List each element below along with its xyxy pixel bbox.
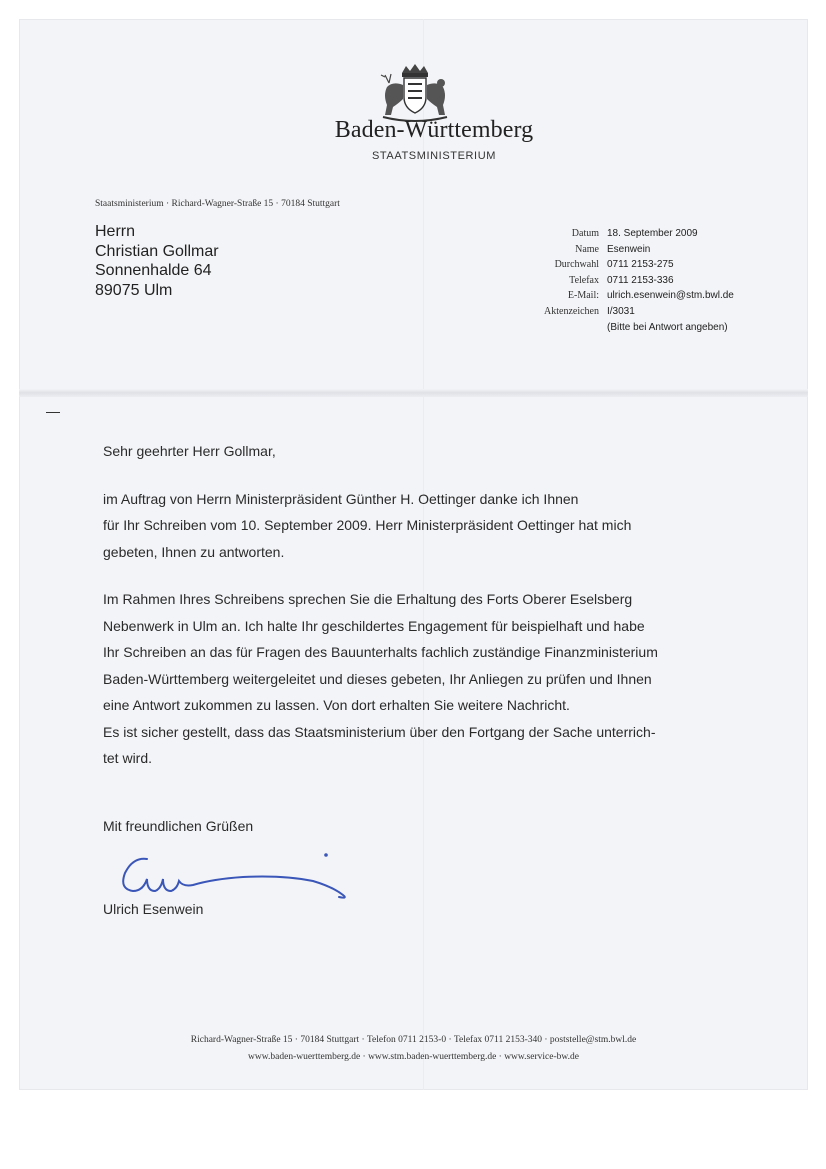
meta-row bbox=[489, 304, 734, 320]
signer-name: Ulrich Esenwein bbox=[103, 901, 204, 917]
text-line: Nebenwerk in Ulm an. Ich halte Ihr geschildertes Engagement für beispielhaft und habe bbox=[103, 617, 645, 634]
letter-salutation: Sehr geehrter Herr Gollmar, bbox=[103, 443, 276, 459]
text-line: eine Antwort zukommen zu lassen. Von dort erhalten Sie weitere Nachricht. bbox=[103, 697, 570, 713]
text-line: im Auftrag von Herrn Ministerpräsident Günther H. Oettinger danke ich Ihnen bbox=[103, 490, 579, 507]
letter-body bbox=[103, 438, 763, 772]
meta-row bbox=[489, 273, 734, 289]
meta-value: 0711 2153-275 bbox=[607, 259, 674, 271]
meta-value: 18. September 2009 bbox=[607, 228, 698, 239]
meta-row bbox=[489, 288, 734, 304]
reference-block bbox=[489, 226, 734, 335]
fold-mark bbox=[46, 412, 60, 413]
meta-row bbox=[489, 242, 734, 258]
recipient-address bbox=[95, 222, 219, 300]
meta-label: Durchwahl bbox=[554, 259, 599, 271]
text-line: Im Rahmen Ihres Schreibens sprechen Sie die Erhaltung des Forts Oberer Eselsberg bbox=[103, 591, 633, 607]
meta-value[interactable]: ulrich.esenwein@stm.bwl.de bbox=[607, 290, 734, 302]
recipient-name: Christian Gollmar bbox=[95, 242, 219, 260]
meta-row bbox=[489, 257, 734, 273]
sender-line: Staatsministerium · Richard-Wagner-Straße 15 · 70184 Stuttgart bbox=[95, 199, 340, 209]
paper-fold bbox=[19, 389, 808, 397]
footer-websites: www.baden-wuerttemberg.de · www.stm.baden-wuerttemberg.de · www.service-bw.de bbox=[248, 1052, 579, 1062]
text-line: gebeten, Ihnen zu antworten. bbox=[103, 543, 285, 560]
letter-page bbox=[19, 19, 808, 1090]
meta-row bbox=[489, 226, 734, 242]
state-name: Baden-Württemberg bbox=[334, 117, 534, 143]
recipient-salutation: Herrn bbox=[95, 223, 136, 240]
meta-value: 0711 2153-336 bbox=[607, 274, 674, 286]
text-line: Es ist sicher gestellt, dass das Staatsministerium über den Fortgang der Sache unterrich- bbox=[103, 723, 656, 740]
meta-label: Aktenzeichen bbox=[544, 305, 599, 317]
meta-label: Datum bbox=[571, 228, 599, 239]
recipient-city: 89075 Ulm bbox=[95, 281, 173, 299]
meta-value: I/3031 bbox=[607, 305, 635, 317]
recipient-street: Sonnenhalde 64 bbox=[95, 262, 212, 279]
meta-label: E-Mail: bbox=[567, 290, 599, 302]
text-line: Baden-Württemberg weitergeleitet und dieses gebeten, Ihr Anliegen zu prüfen und Ihnen bbox=[103, 670, 652, 687]
text-line: Ihr Schreiben an das für Fragen des Bauunterhalts fachlich zuständige Finanzministerium bbox=[103, 644, 658, 660]
ministry-name: STAATSMINISTERIUM bbox=[371, 150, 497, 162]
paragraph-1 bbox=[103, 486, 763, 566]
meta-value: (Bitte bei Antwort angeben) bbox=[607, 321, 728, 333]
meta-label: Telefax bbox=[569, 274, 599, 286]
meta-value: Esenwein bbox=[607, 243, 651, 255]
footer bbox=[19, 1032, 808, 1066]
meta-label: Name bbox=[575, 243, 599, 255]
footer-address: Richard-Wagner-Straße 15 · 70184 Stuttgart · Telefon 0711 2153-0 · Telefax 0711 2153-340 · poststelle@stm.bwl.de bbox=[190, 1035, 637, 1045]
meta-row bbox=[489, 320, 734, 336]
text-line: für Ihr Schreiben vom 10. September 2009. Herr Ministerpräsident Oettinger hat mich bbox=[103, 517, 632, 533]
closing: Mit freundlichen Grüßen bbox=[103, 818, 254, 834]
paragraph-2 bbox=[103, 586, 763, 772]
text-line: tet wird. bbox=[103, 750, 153, 766]
meta-label bbox=[489, 320, 607, 336]
